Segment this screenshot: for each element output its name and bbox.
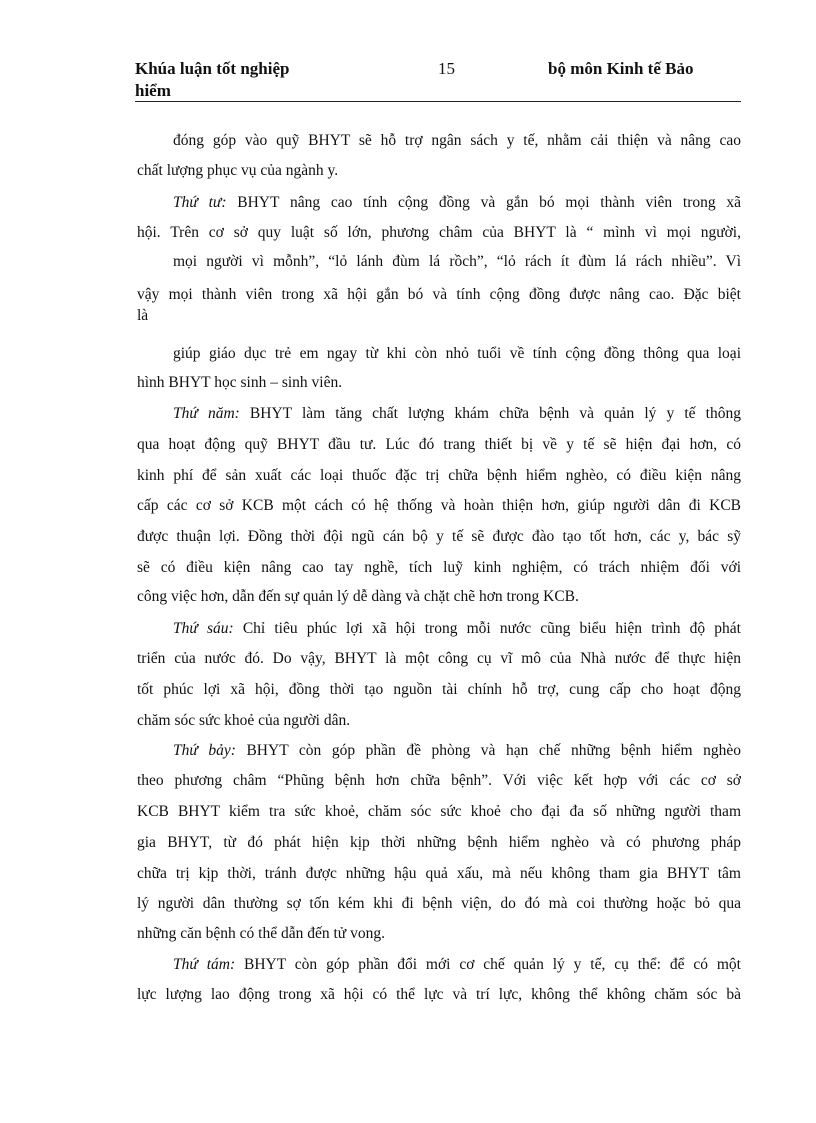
text-line: theo phương châm “Phũng bệnh hơn chữa bệnh”. Với việc kết hợp với các cơ sở xyxy=(137,772,741,789)
text-line: chăm sóc sức khoẻ của người dân. xyxy=(137,712,351,729)
text-line: vậy mọi thành viên trong xã hội gắn bó và tính cộng đồng được nâng cao. Đặc biệt xyxy=(137,286,741,303)
header-left-line1: Khúa luận tốt nghiệp xyxy=(135,59,290,78)
text-line: tốt phúc lợi xã hội, đồng thời tạo nguồn tài chính hỗ trợ, cung cấp cho hoạt động xyxy=(137,681,741,698)
header-rule xyxy=(135,101,741,102)
header-right: bộ môn Kinh tế Bảo xyxy=(548,59,694,78)
text-line: đóng góp vào quỹ BHYT sẽ hỗ trợ ngân sách y tế, nhằm cải thiện và nâng cao xyxy=(173,132,741,149)
text-line: Thứ sáu: Chỉ tiêu phúc lợi xã hội trong mỗi nước cũng biểu hiện trình độ phát xyxy=(173,620,741,637)
text-line: sẽ có điều kiện nâng cao tay nghề, tích luỹ kinh nghiệm, có trách nhiệm đối với xyxy=(137,559,741,576)
text-line: công việc hơn, dẫn đến sự quản lý dễ dàng và chặt chẽ hơn trong KCB. xyxy=(137,588,579,605)
text-line: lý người dân thường sợ tốn kém khi đi bệnh viện, do đó mà coi thường hoặc bỏ qua xyxy=(137,895,741,912)
text-line: được thuận lợi. Đồng thời đội ngũ cán bộ y tế sẽ được đào tạo tốt hơn, các y, bác sỹ xyxy=(137,528,741,545)
header-left xyxy=(135,58,315,102)
text-line: kinh phí để sản xuất các loại thuốc đặc trị chữa bệnh hiểm nghèo, có điều kiện nâng xyxy=(137,467,741,484)
text-line: Thứ tám: BHYT còn góp phần đổi mới cơ chế quản lý y tế, cụ thể: để có một xyxy=(173,956,741,973)
text-line: Thứ năm: BHYT làm tăng chất lượng khám chữa bệnh và quản lý y tế thông xyxy=(173,405,741,422)
text-line: mọi người vì mỗnh”, “lỏ lánh đùm lá rồch”, “lỏ rách ít đùm lá rách nhiều”. Vì xyxy=(173,253,741,270)
page-header xyxy=(135,58,741,104)
text-line: chữa trị kịp thời, tránh được những hậu quả xấu, mà nếu không tham gia BHYT tâm xyxy=(137,865,741,882)
header-left-line2: hiểm xyxy=(135,81,171,100)
text-line: hội. Trên cơ sở quy luật số lớn, phương châm của BHYT là “ mình vì mọi người, xyxy=(137,224,741,241)
text-line: hình BHYT học sinh – sinh viên. xyxy=(137,374,343,391)
text-line: triển của nước đó. Do vậy, BHYT là một công cụ vĩ mô của Nhà nước để thực hiện xyxy=(137,650,741,667)
text-line: những căn bệnh có thể dẫn đến tử vong. xyxy=(137,925,385,942)
text-line: Thứ tư: BHYT nâng cao tính cộng đồng và gắn bó mọi thành viên trong xã xyxy=(173,194,741,211)
text-line: lực lượng lao động trong xã hội có thể lực và trí lực, không thể không chăm sóc bà xyxy=(137,986,741,1003)
text-line: Thứ bảy: BHYT còn góp phần đề phòng và hạn chế những bệnh hiểm nghèo xyxy=(173,742,741,759)
text-line: chất lượng phục vụ của ngành y. xyxy=(137,162,339,179)
text-line: là xyxy=(137,307,149,324)
text-line: KCB BHYT kiểm tra sức khoẻ, chăm sóc sức khoẻ cho đại đa số những người tham xyxy=(137,803,741,820)
text-line: gia BHYT, từ đó phát hiện kịp thời những bệnh hiểm nghèo và có phương pháp xyxy=(137,834,741,851)
page-number: 15 xyxy=(438,59,455,78)
text-line: qua hoạt động quỹ BHYT đầu tư. Lúc đó trang thiết bị về y tế sẽ hiện đại hơn, có xyxy=(137,436,741,453)
text-line: giúp giáo dục trẻ em ngay từ khi còn nhỏ tuổi về tính cộng đồng thông qua loại xyxy=(173,345,741,362)
text-line: cấp các cơ sở KCB một cách có hệ thống và hoàn thiện hơn, giúp người dân đi KCB xyxy=(137,497,741,514)
